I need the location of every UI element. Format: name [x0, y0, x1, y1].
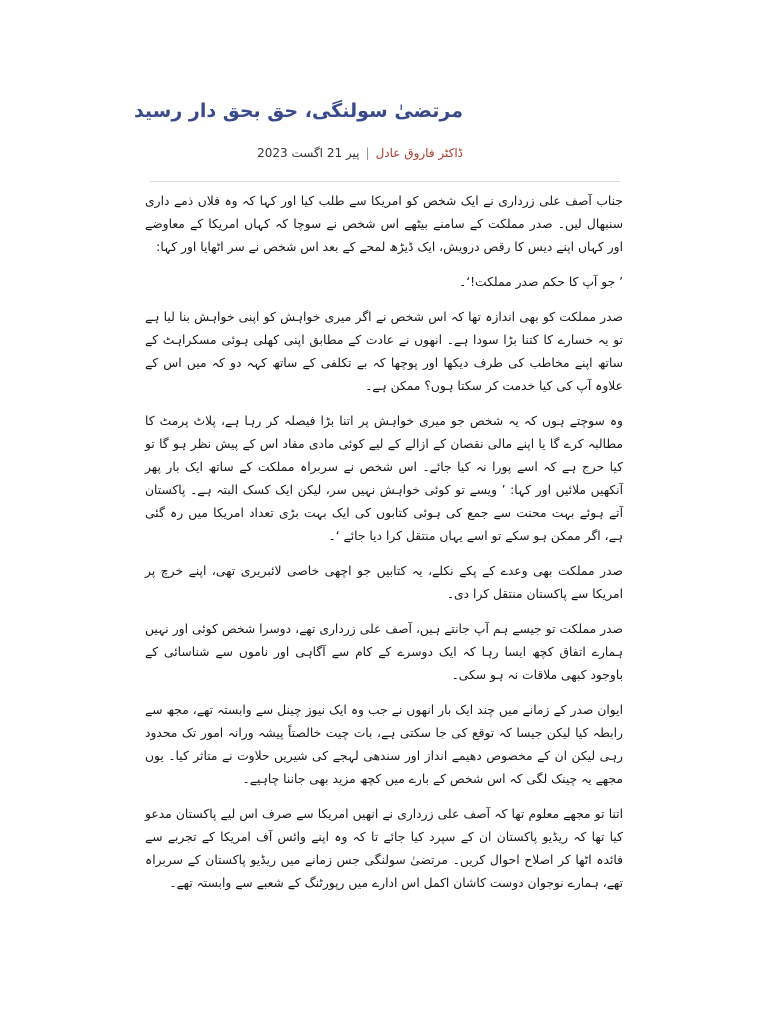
article-body — [145, 190, 623, 907]
author-name[interactable]: ڈاکٹر فاروق عادل — [375, 146, 463, 160]
byline-separator: | — [365, 146, 370, 160]
article-title: مرتضیٰ سولنگی، حق بحق دار رسید — [133, 100, 463, 122]
paragraph-5: صدر مملکت بھی وعدے کے پکے نکلے، یہ کتابیں جو اچھی خاصی لائبریری تھی، اپنے خرچ پر امریکا سے پاکستان منتقل کرا دی۔ — [145, 564, 623, 601]
byline — [257, 146, 463, 160]
paragraph-4: وہ سوچتے ہوں کہ یہ شخص جو میری خواہش پر اتنا بڑا فیصلہ کر رہا ہے، پلاٹ پرمٹ کا مطالبہ کرے گا یا اپنے مالی نقصان کے ازالے کے لیے کوئی مادی مفاد اس کے پیش نظر ہو گا تو کیا حرج ہے کہ اسے پورا نہ کیا جائے۔ اس شخص نے سربراہ مملکت کے ساتھ ایک بار پھر آنکھیں ملائیں اور کہا: ’ ویسے تو کوئی خواہش نہیں سر، لیکن ایک کسک البتہ ہے۔ پاکستان آتے ہوئے بہت محنت سے جمع کی ہوئی کتابوں کی ایک بہت بڑی تعداد امریکا میں رہ گئی ہے، اگر ممکن ہو سکے تو اسے یہاں منتقل کرا دیا جائے ‘۔ — [145, 414, 623, 543]
paragraph-8: اتنا تو مجھے معلوم تھا کہ آصف علی زرداری نے انھیں امریکا سے صرف اس لیے پاکستان مدعو کیا تھا کہ ریڈیو پاکستان ان کے سپرد کیا جائے تا کہ وہ اپنے وائس آف امریکا کے تجربے سے فائدہ اٹھا کر اصلاح احوال کریں۔ مرتضیٰ سولنگی جس زمانے میں ریڈیو پاکستان کے سربراہ تھے، ہمارے نوجوان دوست کاشان اکمل اس ادارے میں رپورٹنگ کے شعبے سے وابستہ تھے۔ — [145, 807, 623, 890]
publish-date: پیر 21 اگست 2023 — [257, 146, 360, 160]
paragraph-7: ایوان صدر کے زمانے میں چند ایک بار انھوں نے جب وہ ایک نیوز چینل سے وابستہ تھے، مجھ سے رابطہ کیا لیکن جیسا کہ توقع کی جا سکتی ہے، بات چیت خالصتاً پیشہ ورانہ امور تک محدود رہی لیکن ان کے مخصوص دھیمے انداز اور سندھی لہجے کی شیریں حلاوت نے متاثر کیا۔ یوں مجھے یہ چینک لگی کہ اس شخص کے بارے میں کچھ مزید بھی جاننا چاہیے۔ — [145, 703, 623, 786]
paragraph-6: صدر مملکت تو جیسے ہم آپ جانتے ہیں، آصف علی زرداری تھے، دوسرا شخص کوئی اور نہیں ہمارے اتفاق کچھ ایسا رہا کہ ایک دوسرے کے کام سے آگاہی اور ناموں سے شناسائی کے باوجود کبھی ملاقات نہ ہو سکی۔ — [145, 622, 623, 682]
paragraph-3: صدر مملکت کو بھی اندازہ تھا کہ اس شخص نے اگر میری خواہش کو اپنی خواہش بنا لیا ہے تو یہ خسارے کا کتنا بڑا سودا ہے۔ انھوں نے عادت کے مطابق اپنی کھلی ہوئی مسکراہٹ کے ساتھ اپنے مخاطب کی طرف دیکھا اور پوچھا کہ بے تکلفی کے ساتھ کہہ دو کہ میں اس کے علاوہ آپ کی کیا خدمت کر سکتا ہوں؟ ممکن ہے۔ — [145, 310, 623, 393]
paragraph-2: ’ جو آپ کا حکم صدر مملکت!‘۔ — [459, 275, 623, 289]
paragraph-1: جناب آصف علی زرداری نے ایک شخص کو امریکا سے طلب کیا اور کہا کہ وہ فلاں ذمے داری سنبھال لیں۔ صدر مملکت کے سامنے بیٹھے اس شخص نے سوچا کہ کہاں امریکا کے معاوضے اور کہاں اپنے دیس کا رقص درویش، ایک ڈیڑھ لمحے کے بعد اس شخص نے سر اٹھایا اور کہا: — [145, 194, 623, 254]
header-divider — [150, 181, 620, 182]
